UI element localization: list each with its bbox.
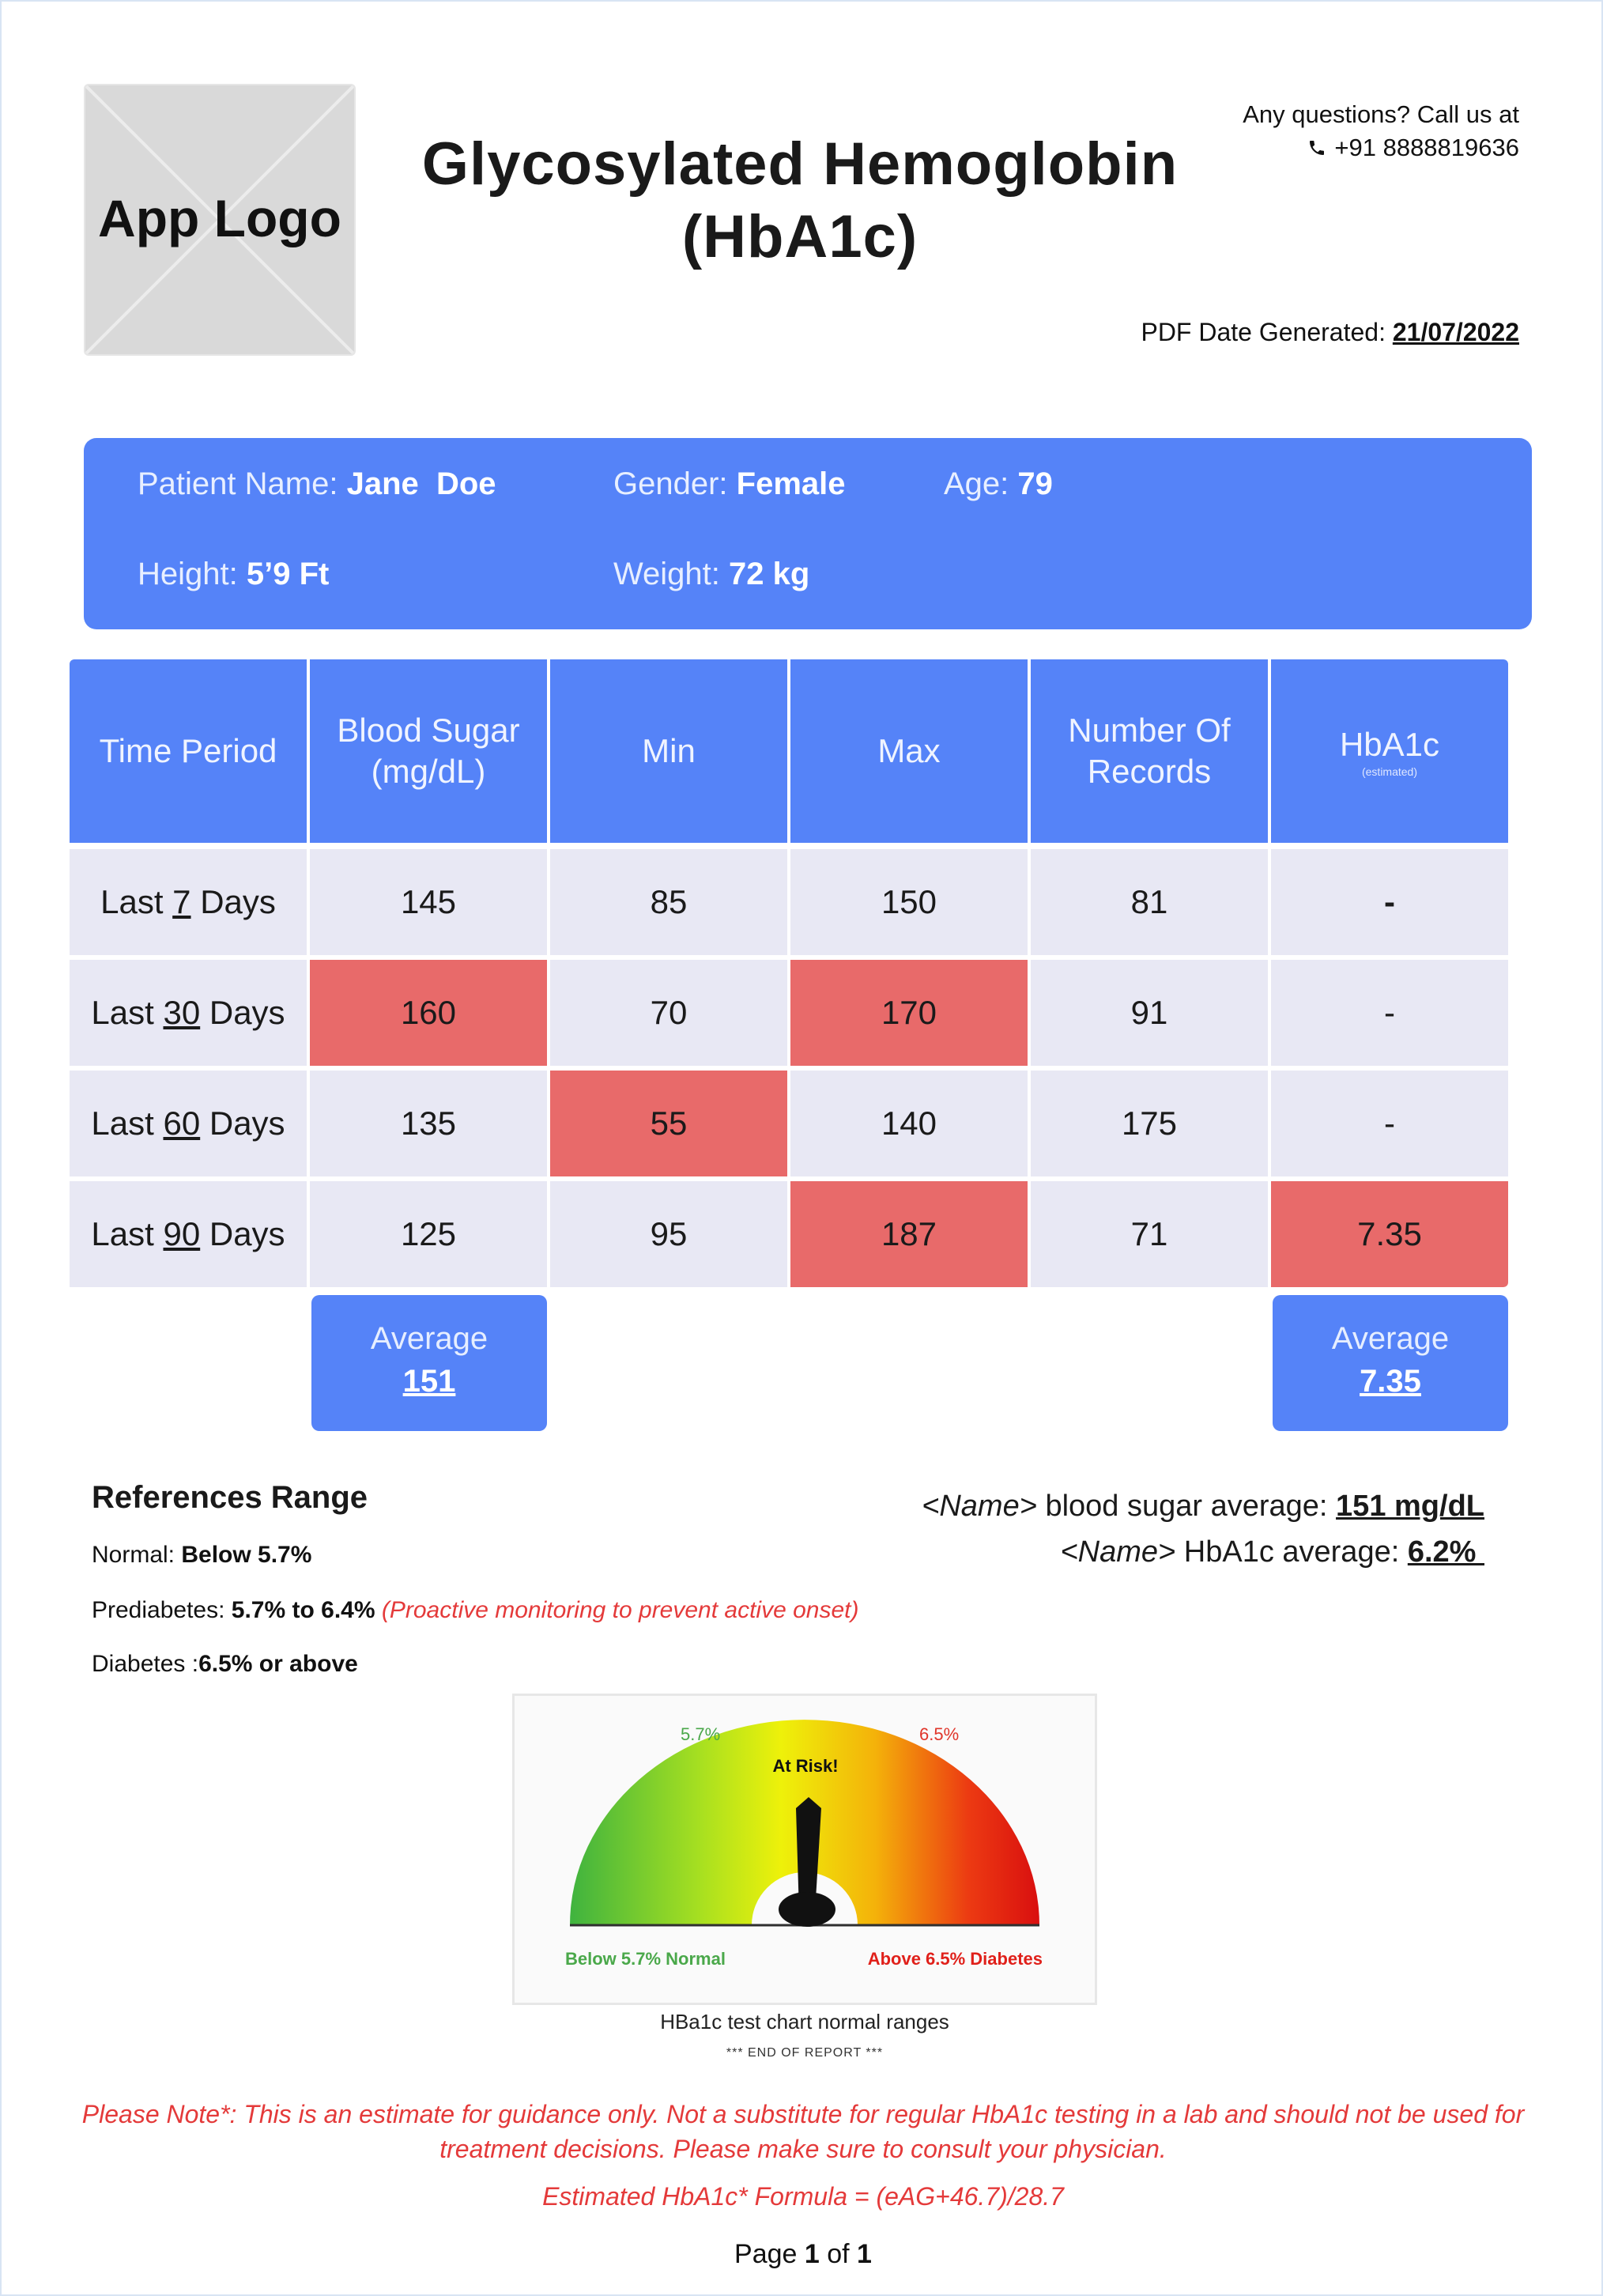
gender-value: Female bbox=[736, 466, 846, 501]
sugar-average-value: 151 mg/dL bbox=[1336, 1490, 1484, 1523]
average-hba1c-box bbox=[1273, 1295, 1508, 1431]
patient-info-panel bbox=[84, 438, 1532, 629]
report-title bbox=[413, 128, 1187, 274]
gauge-caption: HBa1c test chart normal ranges bbox=[660, 2010, 949, 2034]
patient-name bbox=[138, 466, 496, 502]
patient-height bbox=[138, 557, 329, 592]
header-max bbox=[790, 659, 1028, 843]
patient-name-value: Jane Doe bbox=[346, 466, 496, 501]
weight-value: 72 kg bbox=[729, 557, 810, 591]
table-cell-hba1c: - bbox=[1271, 849, 1508, 955]
period-num: 7 bbox=[172, 883, 191, 920]
header-records bbox=[1031, 659, 1268, 843]
header-records-line1: Number Of bbox=[1068, 712, 1231, 749]
sugar-average-line bbox=[922, 1483, 1484, 1529]
gender-label: Gender: bbox=[613, 466, 737, 501]
header-min bbox=[550, 659, 787, 843]
height-value: 5’9 Ft bbox=[246, 557, 330, 591]
table-cell-sugar: 125 bbox=[310, 1181, 547, 1287]
table-cell-max-high: 187 bbox=[790, 1181, 1028, 1287]
table-cell-sugar: 145 bbox=[310, 849, 547, 955]
disclaimer-note bbox=[65, 2097, 1541, 2166]
page-mid: of bbox=[819, 2239, 858, 2269]
table-cell-min: 70 bbox=[550, 960, 787, 1066]
page-total: 1 bbox=[857, 2239, 872, 2269]
note-line-2: treatment decisions. Please make sure to consult your physician. bbox=[439, 2135, 1167, 2163]
average-sugar-label: Average bbox=[370, 1321, 488, 1356]
end-of-report: *** END OF REPORT *** bbox=[726, 2046, 884, 2060]
table-cell-min-low: 55 bbox=[550, 1071, 787, 1176]
table-cell-min: 95 bbox=[550, 1181, 787, 1287]
phone-icon bbox=[1307, 138, 1326, 157]
patient-weight bbox=[613, 557, 809, 592]
period-num: 90 bbox=[163, 1215, 201, 1252]
table-cell-hba1c-high: 7.35 bbox=[1271, 1181, 1508, 1287]
hba1c-average-value: 6.2% bbox=[1407, 1535, 1484, 1569]
average-sugar-box bbox=[311, 1295, 547, 1431]
table-cell-min: 85 bbox=[550, 849, 787, 955]
header-blood-sugar bbox=[310, 659, 547, 843]
page-current: 1 bbox=[804, 2239, 820, 2269]
table-cell-records: 175 bbox=[1031, 1071, 1268, 1176]
weight-label: Weight: bbox=[613, 557, 729, 591]
title-line-1: Glycosylated Hemoglobin bbox=[421, 130, 1179, 198]
period-post: Days bbox=[190, 883, 276, 920]
normal-value: Below 5.7% bbox=[181, 1542, 312, 1568]
pdf-date-label: PDF Date Generated: bbox=[1141, 318, 1393, 346]
reference-diabetes bbox=[92, 1651, 358, 1678]
header-max-text: Max bbox=[877, 732, 941, 769]
gauge-hub bbox=[779, 1892, 835, 1927]
table-cell-records: 81 bbox=[1031, 849, 1268, 955]
prediabetes-label: Prediabetes: bbox=[92, 1597, 232, 1623]
period-num: 30 bbox=[163, 994, 201, 1031]
prediabetes-note: (Proactive monitoring to prevent active onset) bbox=[381, 1597, 859, 1623]
gauge-label-normal: Below 5.7% Normal bbox=[565, 1949, 726, 1969]
logo-text: App Logo bbox=[98, 189, 341, 247]
table-cell-max: 150 bbox=[790, 849, 1028, 955]
age-label: Age: bbox=[944, 466, 1018, 501]
phone-number: +91 8888819636 bbox=[1334, 134, 1519, 161]
gauge-label-diabetes: Above 6.5% Diabetes bbox=[867, 1949, 1043, 1969]
table-cell-hba1c: - bbox=[1271, 1071, 1508, 1176]
age-value: 79 bbox=[1017, 466, 1053, 501]
hba1c-gauge bbox=[512, 1694, 1097, 2005]
prediabetes-value: 5.7% to 6.4% bbox=[231, 1597, 375, 1623]
formula-text: Estimated HbA1c* Formula = (eAG+46.7)/28.7 bbox=[542, 2182, 1064, 2211]
reference-prediabetes bbox=[92, 1597, 859, 1624]
period-post: Days bbox=[200, 994, 285, 1031]
header-records-line2: Records bbox=[1087, 753, 1212, 790]
hba1c-average-text: HbA1c average: bbox=[1175, 1535, 1408, 1569]
app-logo bbox=[84, 84, 356, 356]
period-post: Days bbox=[200, 1215, 285, 1252]
gauge-graphic bbox=[515, 1696, 1095, 2003]
reference-normal bbox=[92, 1542, 311, 1569]
period-post: Days bbox=[200, 1105, 285, 1142]
diabetes-value: 6.5% or above bbox=[198, 1651, 358, 1677]
normal-label: Normal: bbox=[92, 1542, 182, 1568]
table-row-period bbox=[70, 849, 307, 955]
patient-gender bbox=[613, 466, 846, 502]
period-pre: Last bbox=[91, 1215, 164, 1252]
average-hba1c-label: Average bbox=[1331, 1321, 1450, 1356]
personal-averages bbox=[922, 1483, 1484, 1575]
references-title: References Range bbox=[92, 1480, 368, 1515]
table-cell-max: 140 bbox=[790, 1071, 1028, 1176]
hba1c-average-name: <Name> bbox=[1060, 1535, 1176, 1569]
header-min-text: Min bbox=[642, 732, 696, 769]
table-row-period bbox=[70, 1181, 307, 1287]
header-hba1c-sub: (estimated) bbox=[1361, 765, 1418, 778]
table-row-period bbox=[70, 960, 307, 1066]
table-row-period bbox=[70, 1071, 307, 1176]
average-hba1c-value: 7.35 bbox=[1360, 1364, 1421, 1399]
table-cell-sugar-high: 160 bbox=[310, 960, 547, 1066]
table-cell-sugar: 135 bbox=[310, 1071, 547, 1176]
period-pre: Last bbox=[91, 994, 164, 1031]
gauge-label-high: 6.5% bbox=[919, 1724, 960, 1744]
sugar-average-name: <Name> bbox=[922, 1490, 1037, 1523]
header-time-period bbox=[70, 659, 307, 843]
note-line-1: Please Note*: This is an estimate for guidance only. Not a substitute for regular HbA1c testing in a lab and should not be used for bbox=[81, 2100, 1525, 2128]
header-blood-sugar-line2: (mg/dL) bbox=[371, 753, 486, 790]
period-num: 60 bbox=[163, 1105, 201, 1142]
pdf-date-value: 21/07/2022 bbox=[1392, 318, 1519, 346]
pdf-date bbox=[1141, 318, 1519, 347]
table-cell-records: 71 bbox=[1031, 1181, 1268, 1287]
table-cell-hba1c: - bbox=[1271, 960, 1508, 1066]
header-hba1c bbox=[1271, 659, 1508, 843]
header-hba1c-text: HbA1c bbox=[1339, 726, 1440, 763]
contact-info bbox=[1243, 98, 1519, 166]
diabetes-label: Diabetes : bbox=[92, 1651, 199, 1677]
height-label: Height: bbox=[138, 557, 247, 591]
header-blood-sugar-line1: Blood Sugar bbox=[337, 712, 520, 749]
hba1c-average-line bbox=[922, 1529, 1484, 1575]
period-pre: Last bbox=[100, 883, 173, 920]
patient-name-label: Patient Name: bbox=[138, 466, 347, 501]
contact-text: Any questions? Call us at bbox=[1243, 100, 1519, 128]
phone-row[interactable] bbox=[1307, 131, 1519, 164]
period-pre: Last bbox=[91, 1105, 164, 1142]
table-cell-max-high: 170 bbox=[790, 960, 1028, 1066]
title-line-2: (HbA1c) bbox=[681, 203, 918, 270]
table-cell-records: 91 bbox=[1031, 960, 1268, 1066]
average-sugar-value: 151 bbox=[402, 1364, 456, 1399]
sugar-average-text: blood sugar average: bbox=[1036, 1490, 1337, 1523]
page-pre: Page bbox=[734, 2239, 805, 2269]
gauge-label-low: 5.7% bbox=[681, 1724, 721, 1744]
patient-age bbox=[944, 466, 1053, 502]
header-time-period-text: Time Period bbox=[99, 732, 277, 769]
page-indicator bbox=[2, 2239, 1603, 2270]
gauge-label-risk: At Risk! bbox=[772, 1756, 839, 1776]
